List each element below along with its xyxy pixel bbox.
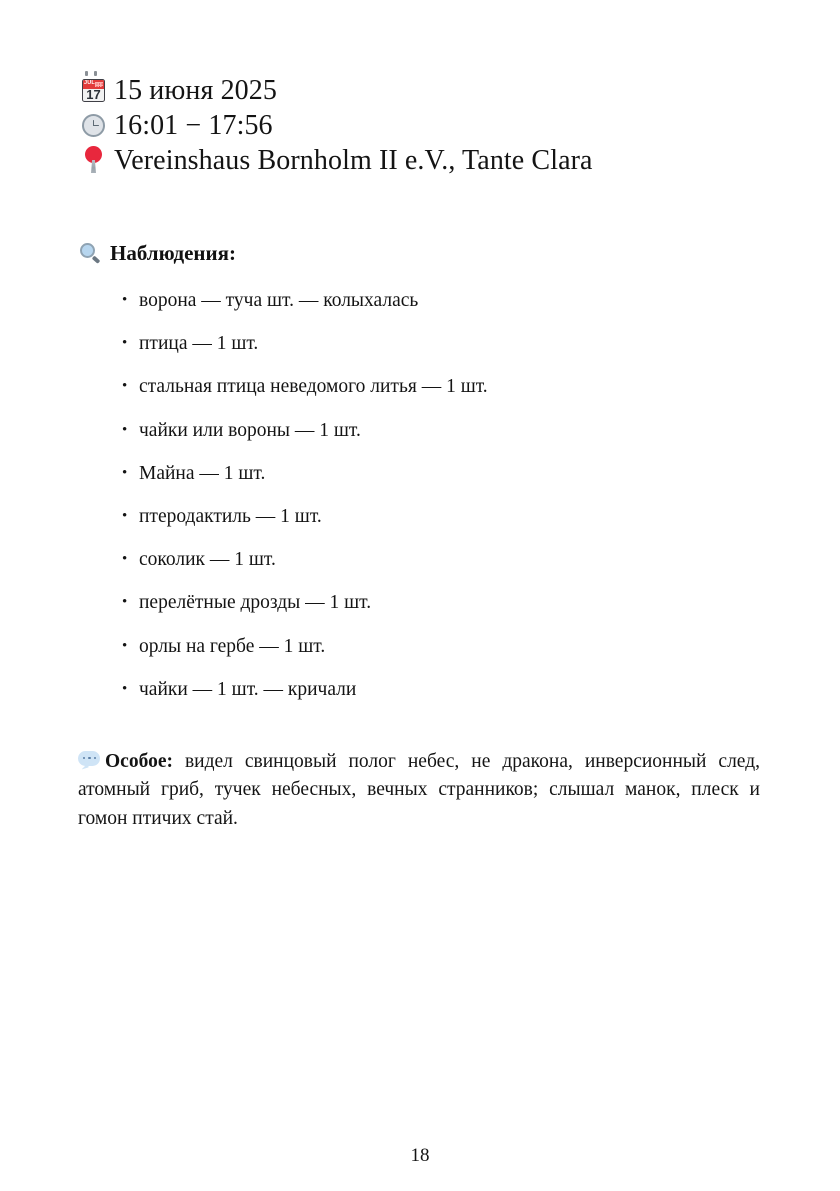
date-line (80, 74, 760, 109)
time-line (80, 109, 760, 144)
calendar-icon-month: JUL (84, 80, 95, 87)
observations-heading (78, 240, 236, 266)
special-paragraph (78, 748, 760, 834)
list-item: • Майна — 1 шт. (122, 461, 762, 504)
calendar-icon-day: 17 (86, 87, 101, 102)
magnifying-glass-icon (78, 240, 104, 266)
list-item: • птеродактиль — 1 шт. (122, 504, 762, 547)
list-item: • ворона — туча шт. — колыхалась (122, 288, 762, 331)
map-pin-icon (80, 144, 110, 176)
entry-date: 15 июня 2025 (114, 75, 277, 106)
calendar-icon (80, 74, 110, 106)
special-text: видел свинцовый полог небес, не дракона, инверсионный след, атомный гриб, тучек небесных, вечных странников; слышал манок, плеск и гомон птичих стай. (78, 750, 760, 829)
entry-time-range: 16:01 − 17:56 (114, 110, 273, 141)
special-label: Особое: (105, 750, 173, 772)
page-number: 18 (410, 1145, 430, 1166)
entry-header (80, 74, 760, 179)
observations-title: Наблюдения: (110, 241, 236, 265)
location-line (80, 144, 760, 179)
list-item: • стальная птица неведомого литья — 1 шт. (122, 374, 762, 417)
list-item: • чайки — 1 шт. — кричали (122, 677, 762, 720)
speech-balloon-icon (78, 751, 102, 770)
list-item: • птица — 1 шт. (122, 331, 762, 374)
clock-icon (80, 109, 110, 141)
list-item: • чайки или вороны — 1 шт. (122, 418, 762, 461)
list-item: • орлы на гербе — 1 шт. (122, 634, 762, 677)
entry-location: Vereinshaus Bornholm II e.V., Tante Clara (114, 145, 593, 176)
observations-list (122, 288, 762, 720)
list-item: • перелётные дрозды — 1 шт. (122, 590, 762, 633)
list-item: • соколик — 1 шт. (122, 547, 762, 590)
